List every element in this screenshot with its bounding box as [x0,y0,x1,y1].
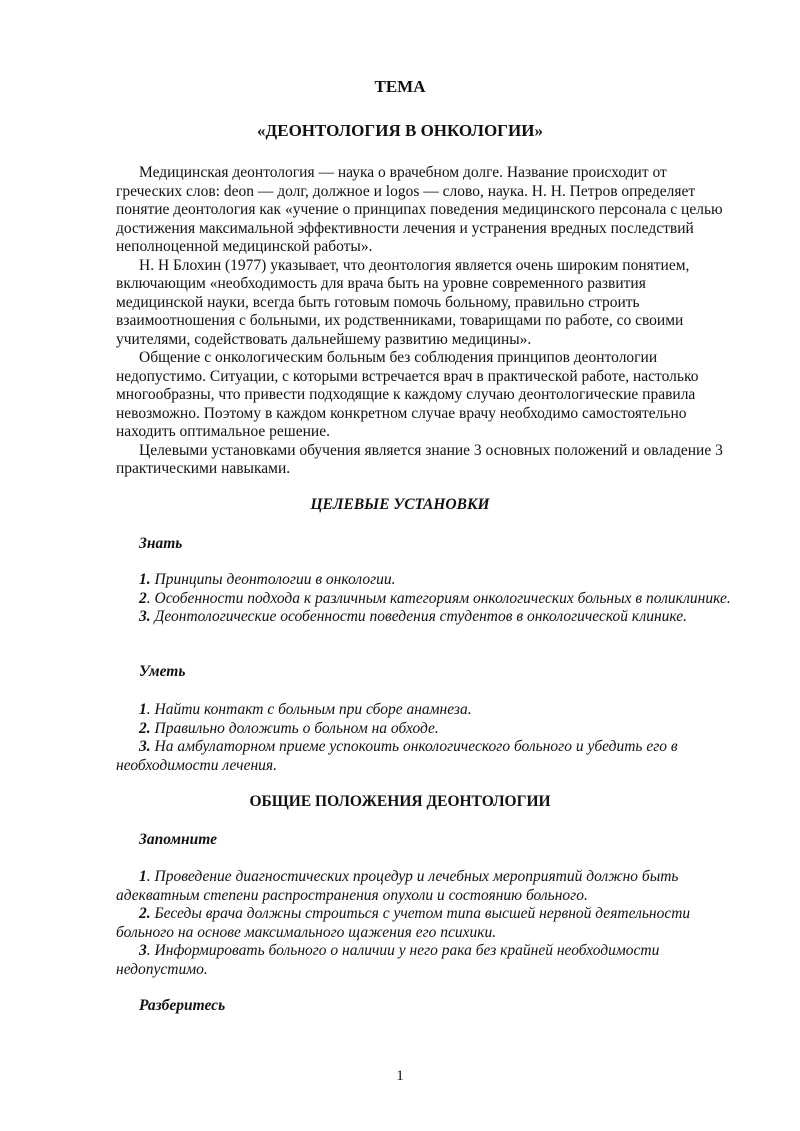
item-number: 3. [139,738,151,755]
paragraph: Н. Н Блохин (1977) указывает, что деонтология является очень широким понятием, включающим «необходимость для врача быть на уровне современного развития медицинской науки, всегда быть готовым помочь больному, правильно строить взаимоотношения с больными, их родственниками, товарищами по работе, со своими учителями, содействовать дальнейшему развитию медицины». [116,256,690,348]
list-item [116,701,736,720]
item-number: 1 [139,701,147,718]
item-number: 3 [139,942,147,959]
list-item [116,571,736,590]
list-item [116,942,736,979]
item-text: . Найти контакт с больным при сборе анамнеза. [146,701,472,718]
document-title: «ДЕОНТОЛОГИЯ В ОНКОЛОГИИ» [257,121,543,140]
section-heading-goals: ЦЕЛЕВЫЕ УСТАНОВКИ [310,496,490,513]
subheading-remember: Запомните [139,831,217,848]
list-item [116,868,736,905]
item-text: Принципы деонтологии в онкологии. [150,571,396,588]
intro-text [116,164,736,479]
item-text: Правильно доложить о больном на обходе. [150,719,439,737]
list-item [116,738,736,775]
paragraph: Общение с онкологическим больным без соблюдения принципов деонтологии недопустимо. Ситуации, с которыми встречается врач в практической работе, настолько многообразны, что привести подходящие к каждому случаю деонтологические правила невозможно. Поэтому в каждом конкретном случае врачу необходимо самостоятельно находить оптимальное решение. [116,349,699,440]
topic-heading: ТЕМА [374,77,426,96]
can-list [116,701,736,775]
subheading-figure-out: Разберитесь [139,997,226,1014]
item-number: 2 [139,589,147,607]
remember-list [116,868,736,979]
know-list [116,571,736,627]
item-number: 1. [139,571,151,588]
list-item [116,590,736,609]
item-text: Беседы врача должны строиться с учетом типа высшей нервной деятельности больного на основе максимального щажения его психики. [116,905,691,941]
list-item [116,720,736,739]
item-number: 3. [139,608,151,625]
item-text: . Информировать больного о наличии у него рака без крайней необходимости недопустимо. [116,942,660,978]
paragraph: Медицинская деонтология — наука о врачебном долге. Название происходит от греческих слов: deon — долг, должное и logos — слово, наука. Н. Н. Петров определяет понятие деонтология как «учение о принципах поведения медицинского персонала с целью достижения максимальной эффективности лечения и устранения вредных последствий неполноценной медицинской работы». [116,164,723,255]
paragraph: Целевыми установками обучения является знание 3 основных положений и овладение 3 практическими навыками. [116,441,723,477]
list-item [116,905,736,942]
item-text: На амбулаторном приеме успокоить онкологического больного и убедить его в необходимости лечения. [116,738,678,774]
item-text: . Особенности подхода к различным категориям онкологических больных в поликлинике. [146,589,731,607]
item-text: Деонтологические особенности поведения студентов в онкологической клинике. [150,608,688,625]
subheading-can: Уметь [139,663,186,680]
item-number: 2. [139,905,151,922]
item-number: 1 [139,868,147,885]
section-heading-general: ОБЩИЕ ПОЛОЖЕНИЯ ДЕОНТОЛОГИИ [249,793,551,810]
list-item [116,608,736,627]
item-number: 2. [139,719,151,737]
subheading-know: Знать [139,535,183,552]
page-number: 1 [396,1068,404,1084]
item-text: . Проведение диагностических процедур и лечебных мероприятий должно быть адекватным степени распространения опухоли и состоянию больного. [116,868,679,904]
